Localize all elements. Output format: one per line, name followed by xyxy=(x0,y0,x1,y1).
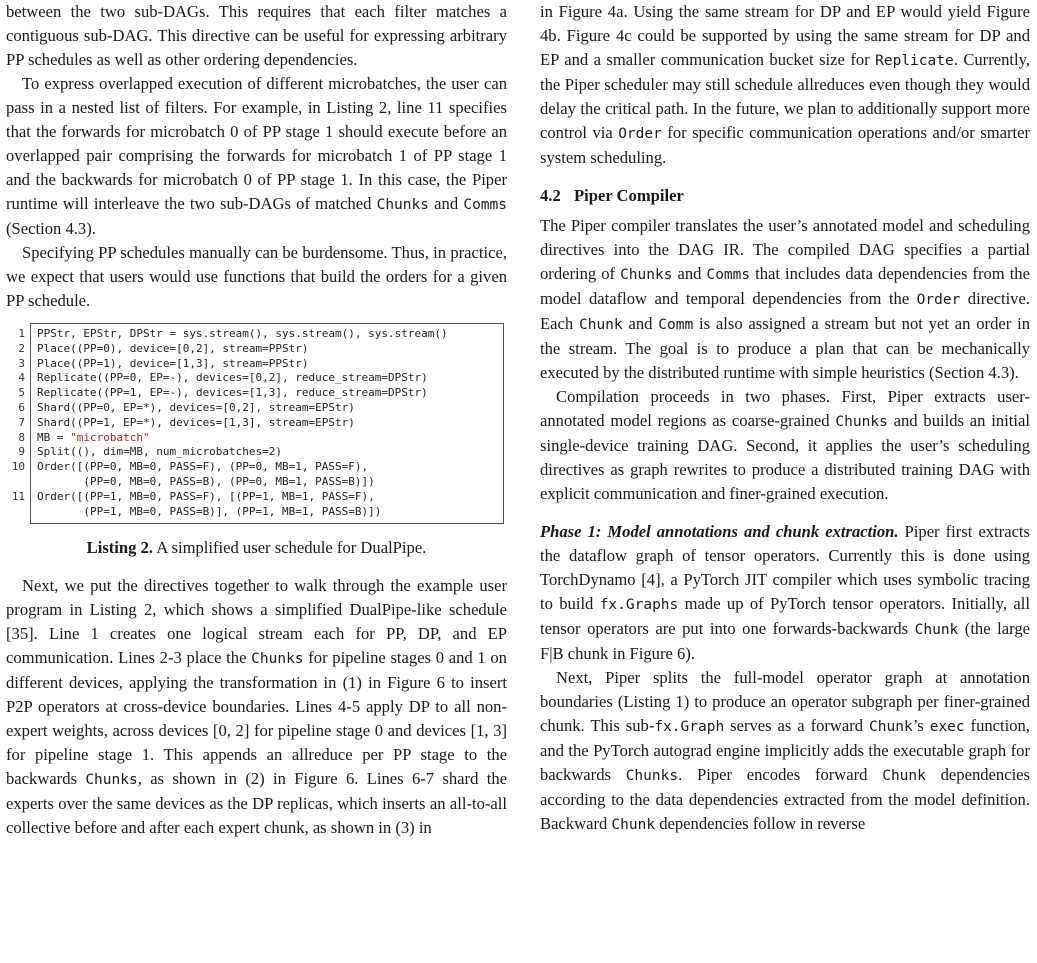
code-term-chunks: Chunks xyxy=(620,267,673,283)
text-run: directive. Each xyxy=(540,289,1030,333)
line-number: 8 xyxy=(18,430,25,444)
line-number: 1 xyxy=(18,327,25,340)
code-term-chunks: Chunks xyxy=(251,651,304,668)
section-heading xyxy=(540,184,1030,208)
code-term-chunk: Chunk xyxy=(882,768,926,784)
text-run: Compilation proceeds in two phases. First, Piper extracts user-annotated model regions as coarse-grained xyxy=(540,387,1030,430)
code-term-chunk: Chunk xyxy=(611,817,656,833)
code-line xyxy=(18,327,499,342)
code-term-order: Order xyxy=(916,292,961,308)
code-listing xyxy=(11,323,504,524)
paragraph-figure4-streams xyxy=(540,0,1030,170)
code-line xyxy=(18,400,499,416)
paragraph-compiler-overview xyxy=(540,214,1030,385)
code-line xyxy=(18,341,499,357)
text-run: To express overlapped execution of different microbatches, the user can pass in a nested list of filters. For example, in Listing 2, line 11 specifies that the forwards for microbatch 0 of PP stage 1 should execute before an overlapped pair comprising the forwards for microbatch 1 of PP stage 1 and the backwards for microbatch 0 of PP stage 1. In this case, the Piper runtime will interleave the two sub-DAGs of matched xyxy=(6,74,507,213)
code-term-comms: Comms xyxy=(706,267,751,283)
code-line xyxy=(18,445,499,460)
code-text: Split((), dim=MB, num_microbatches=2) xyxy=(37,445,283,459)
paragraph-phase1 xyxy=(540,520,1030,666)
paragraph-pp-schedules: Specifying PP schedules manually can be burdensome. Thus, in practice, we expect that users would use functions that build the orders for a given PP schedule. xyxy=(6,243,507,310)
code-line xyxy=(18,430,499,446)
code-line xyxy=(37,475,499,490)
run-in-heading: Phase 1: Model annotations and chunk extraction. xyxy=(540,522,899,541)
text-run: dependencies follow in reverse xyxy=(655,814,866,833)
paragraph-overlapped-execution xyxy=(6,72,507,241)
code-term-chunks: Chunks xyxy=(85,772,138,789)
text-run: ’s xyxy=(912,716,930,735)
text-run: . Currently, the Piper scheduler may still schedule allreduces even though they would delay the critical path. In the future, we plan to additionally support more control via xyxy=(540,50,1030,142)
code-text: Place((PP=0), device=[0,2], stream=PPStr) xyxy=(37,341,309,355)
code-term-fx-graphs: fx.Graphs xyxy=(599,597,679,613)
text-run: for pipeline stages 0 and 1 on different devices, applying the transformation in (1) in Figure 6 to insert P2P operators at cross-device boundaries. Lines 4-5 apply DP to all non-expert weights, across devices [0, 2] for pipeline stage 0 and devices [1, 3] for pipeline stage 1. This appends an allreduce per PP stage to the backwards xyxy=(6,648,507,789)
caption-text: A simplified user schedule for DualPipe. xyxy=(153,538,427,558)
code-line xyxy=(11,460,499,475)
code-lines xyxy=(11,327,499,519)
text-run: dependencies according to the data dependencies extracted from the model definition. Backward xyxy=(540,765,1030,833)
section-number: 4.2 xyxy=(540,186,561,205)
code-text: Shard((PP=0, EP=*), devices=[0,2], stream=EPStr) xyxy=(37,400,355,414)
code-text: Order([(PP=0, MB=0, PASS=F), (PP=0, MB=1, PASS=F), xyxy=(37,460,369,474)
code-line xyxy=(18,371,499,386)
paragraph-walkthrough xyxy=(6,574,507,840)
listing-caption xyxy=(6,536,507,560)
code-text: MB = xyxy=(37,430,71,444)
line-number: 10 xyxy=(11,460,25,474)
line-number: 3 xyxy=(18,356,25,370)
right-column xyxy=(540,0,1030,837)
code-string-literal: "microbatch" xyxy=(70,430,150,444)
code-line xyxy=(11,489,499,505)
code-term-exec: exec xyxy=(929,719,965,735)
code-term-order: Order xyxy=(618,126,662,142)
code-text: Shard((PP=1, EP=*), devices=[1,3], stream=EPStr) xyxy=(37,415,355,429)
code-text: Replicate((PP=0, EP=-), devices=[0,2], reduce_stream=DPStr) xyxy=(37,371,428,385)
line-number: 2 xyxy=(18,341,25,355)
code-term-chunk: Chunk xyxy=(869,719,913,735)
text-run: Next, we put the directives together to walk through the example user program in Listing 2, which shows a simplified DualPipe-like schedule [35]. Line 1 creates one logical stream each for PP, DP, and EP communication. Lines 2-3 place the xyxy=(6,576,507,668)
paragraph-compilation-phases xyxy=(540,385,1030,506)
text-run: and xyxy=(672,264,707,283)
text-run: for specific communication operations and/or smarter system scheduling. xyxy=(540,123,1030,167)
code-term-chunk: Chunk xyxy=(914,622,959,638)
code-term-chunks: Chunks xyxy=(625,768,679,784)
code-line xyxy=(18,356,499,372)
section-title: Piper Compiler xyxy=(574,186,684,205)
code-text: Order([(PP=1, MB=0, PASS=F), [(PP=1, MB=1, PASS=F), xyxy=(37,489,375,503)
code-text: (PP=1, MB=0, PASS=B)], (PP=1, MB=1, PASS=B)]) xyxy=(37,504,382,518)
code-line xyxy=(18,415,499,431)
code-text: PPStr, EPStr, DPStr = sys.stream(), sys.stream(), sys.stream() xyxy=(37,327,448,340)
line-number: 5 xyxy=(18,386,25,400)
line-number: 6 xyxy=(18,400,25,414)
code-term-replicate: Replicate xyxy=(875,53,954,69)
text-run: serves as a forward xyxy=(724,716,870,735)
left-column xyxy=(6,0,507,840)
text-run: Piper first extracts the dataflow graph of tensor operators. Currently this is done using TorchDynamo [4], a PyTorch JIT compiler which uses symbolic tracing to build xyxy=(540,522,1030,613)
code-term-fx-graph: fx.Graph xyxy=(654,719,725,735)
text-run: function, and the PyTorch autograd engine implicitly adds the executable graph for backwards xyxy=(540,716,1030,784)
text-run: and xyxy=(622,314,659,333)
line-number: 7 xyxy=(18,415,25,429)
code-line xyxy=(37,505,499,520)
paragraph-filter-contiguous: between the two sub-DAGs. This requires that each filter matches a contiguous sub-DAG. This directive can be useful for expressing arbitrary PP schedules as well as other ordering dependencies. xyxy=(6,2,507,69)
code-term-chunk: Chunk xyxy=(578,317,623,333)
line-number: 4 xyxy=(18,371,25,385)
text-run: made up of PyTorch tensor operators. Initially, all tensor operators are put into one forwards-backwards xyxy=(540,594,1030,638)
text-run: The Piper compiler translates the user’s annotated model and scheduling directives into the DAG IR. The compiled DAG specifies a partial ordering of xyxy=(540,216,1030,283)
text-run: is also assigned a stream but not yet an order in the stream. The goal is to produce a plan that can be mechanically executed by the distributed runtime with simple heuristics (Section 4.3). xyxy=(540,314,1030,382)
line-number: 9 xyxy=(18,445,25,459)
text-run: in Figure 4a. Using the same stream for DP and EP would yield Figure 4b. Figure 4c could be supported by using the same stream for DP and EP and a smaller communication bucket size for xyxy=(540,2,1030,69)
code-text: (PP=0, MB=0, PASS=B), (PP=0, MB=1, PASS=B)]) xyxy=(37,474,375,488)
code-line xyxy=(18,386,499,401)
paragraph-graph-split xyxy=(540,666,1030,837)
text-run: (the large F|B chunk in Figure 6). xyxy=(540,619,1030,663)
code-text: Replicate((PP=1, EP=-), devices=[1,3], reduce_stream=DPStr) xyxy=(37,386,428,400)
text-run: and builds an initial single-device training DAG. Second, it applies the user’s scheduling directives as graph rewrites to produce a distributed training DAG with explicit communication and finer-grained execution. xyxy=(540,411,1030,503)
line-number: 11 xyxy=(11,489,25,503)
code-term-chunks: Chunks xyxy=(376,197,429,213)
code-term-comm: Comm xyxy=(658,317,694,333)
text-run: that includes data dependencies from the model dataflow and temporal dependencies from the xyxy=(540,264,1030,308)
code-term-comms: Comms xyxy=(463,197,507,213)
code-text: Place((PP=1), device=[1,3], stream=PPStr) xyxy=(37,356,309,370)
text-run: Next, Piper splits the full-model operator graph at annotation boundaries (Listing 1) to produce an operator subgraph per finer-grained chunk. This sub- xyxy=(540,668,1030,735)
text-run: (Section 4.3). xyxy=(6,219,96,238)
caption-label: Listing 2. xyxy=(86,538,154,558)
text-run: . Piper encodes forward xyxy=(678,765,883,784)
text-run: and xyxy=(428,194,464,213)
code-term-chunks: Chunks xyxy=(835,414,888,430)
text-run: , as shown in (2) in Figure 6. Lines 6-7 shard the experts over the same devices as the DP replicas, which inserts an all-to-all collective before and after each expert chunk, as shown in (3) in xyxy=(6,769,507,838)
